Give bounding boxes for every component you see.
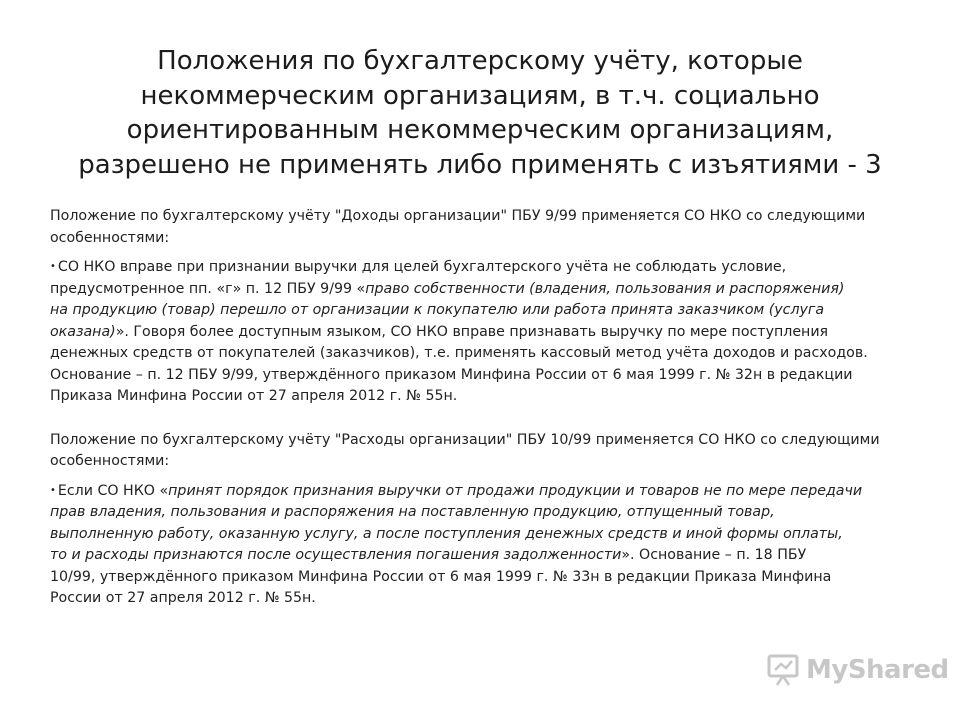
italic-quote: оказана) <box>50 323 116 340</box>
text-line: ». Говоря более доступным языком, СО НКО вправе признавать выручку по мере поступления <box>115 323 829 340</box>
text-line: Приказа Минфина России от 27 апреля 2012 г. № 55н. <box>50 388 458 404</box>
section2-bullet <box>50 480 930 610</box>
myshared-watermark <box>766 654 949 686</box>
text-line: особенностями: <box>50 229 170 246</box>
slide-body <box>50 206 930 610</box>
title-line: ориентированным некоммерческим организациям, <box>126 115 834 145</box>
text-line: СО НКО вправе при признании выручки для целей бухгалтерского учёта не соблюдать условие, <box>57 259 787 275</box>
title-line: некоммерческим организациям, в т.ч. социально <box>140 80 820 111</box>
text-line: России от 27 апреля 2012 г. № 55н. <box>50 590 316 606</box>
text-line: Положение по бухгалтерскому учёту "Доходы организации" ПБУ 9/99 применяется СО НКО со следующими <box>50 208 866 224</box>
text-line: ». Основание – п. 18 ПБУ <box>621 547 807 563</box>
text-line: предусмотренное пп. «г» п. 12 ПБУ 9/99 « <box>50 280 366 297</box>
presentation-board-icon <box>766 654 800 686</box>
italic-quote: на продукцию (товар) перешло от организации к покупателю или работа принята заказчиком (услуга <box>50 302 825 318</box>
italic-quote: выполненную работу, оказанную услугу, а после поступления денежных средств и иной формы оплаты, <box>50 525 843 542</box>
section2-intro <box>50 430 930 473</box>
title-line: разрешено не применять либо применять с изъятиями - 3 <box>78 149 882 180</box>
text-line: Основание – п. 12 ПБУ 9/99, утверждённого приказом Минфина России от 6 мая 1999 г. № 32н в редакции <box>50 366 853 383</box>
bullet-icon: • <box>50 484 56 496</box>
text-line: 10/99, утверждённого приказом Минфина России от 6 мая 1999 г. № 33н в редакции Приказа Минфина <box>50 568 832 585</box>
italic-quote: право собственности (владения, пользования и распоряжения) <box>365 280 845 297</box>
title-line: Положения по бухгалтерскому учёту, которые <box>157 46 803 76</box>
text-line: особенностями: <box>50 453 170 469</box>
text-line: денежных средств от покупателей (заказчиков), т.е. применять кассовый метод учёта доходов и расходов. <box>50 345 868 361</box>
text-line: Положение по бухгалтерскому учёту "Расходы организации" ПБУ 10/99 применяется СО НКО со следующими <box>50 431 880 448</box>
bullet-icon: • <box>50 261 56 272</box>
italic-quote: прав владения, пользования и распоряжения на поставленную продукцию, отпущенный товар, <box>50 504 775 520</box>
section1-intro <box>50 206 930 249</box>
italic-quote: то и расходы признаются после осуществления погашения задолженности <box>50 547 622 563</box>
italic-quote: принят порядок признания выручки от продажи продукции и товаров не по мере передачи <box>168 482 863 499</box>
text-line: Если СО НКО « <box>57 482 169 499</box>
slide-title <box>40 44 920 182</box>
watermark-text: MyShared <box>806 655 949 685</box>
section1-bullet <box>50 256 930 408</box>
